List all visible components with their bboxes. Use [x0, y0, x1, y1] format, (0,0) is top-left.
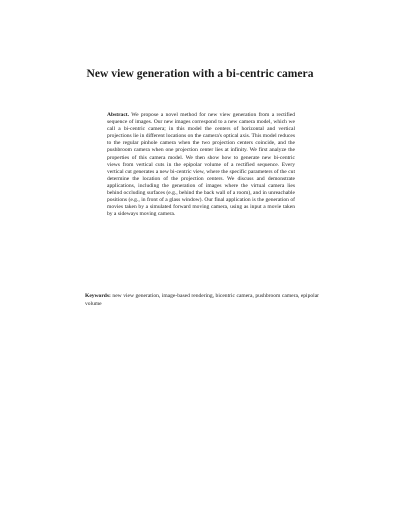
abstract-text: We propose a novel method for new view generation from a rectified sequence of images. Our new images correspond to a new camera model, which we call a bi-centric camera; in this model the centers of horizontal and vertical projections lie in different locations on the camera's optical axis. This model reduces to the regular pinhole camera when the two projection centers coincide, and the pushbroom camera when one projection center lies at infinity. We first analyze the properties of this camera model. We then show how to generate new bi-centric views from vertical cuts in the epipolar volume of a rectified sequence. Every vertical cut generates a new bi-centric view, where the specific parameters of the cut determine the location of the projection centers. We discuss and demonstrate applications, including the generation of images where the virtual camera lies behind occluding surfaces (e.g., behind the back wall of a room), and in unreachable positions (e.g., in front of a glass window). Our final application is the generation of movies taken by a simulated forward moving camera, using as input a movie taken by a sideways moving camera.: [107, 112, 295, 218]
abstract-paragraph: [107, 112, 295, 218]
abstract-label: Abstract.: [107, 112, 130, 118]
keywords-paragraph: [85, 293, 319, 308]
keywords-label: Keywords:: [85, 293, 111, 299]
paper-title: New view generation with a bi-centric camera: [86, 68, 314, 80]
keywords-text: new view generation, image-based rendering, bicentric camera, pushbroom camera, epipolar volume: [85, 293, 319, 307]
